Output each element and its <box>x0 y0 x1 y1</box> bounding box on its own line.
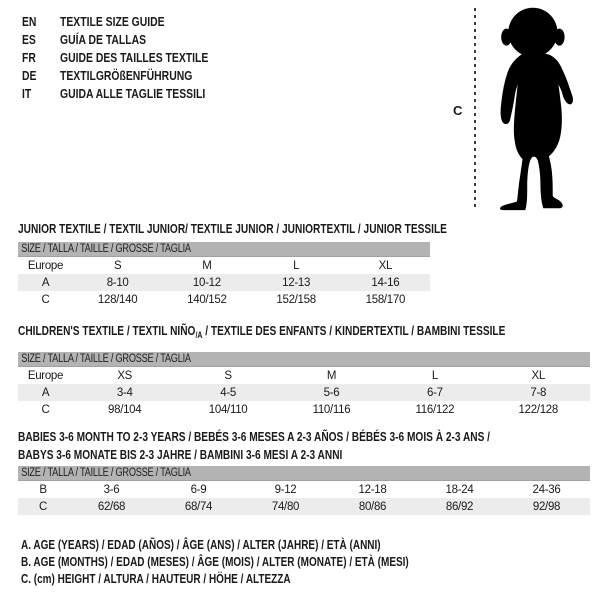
size-cell: XL <box>378 259 393 272</box>
lang-code: FR <box>22 50 36 65</box>
lang-row-fr <box>22 49 245 67</box>
table-row <box>18 384 590 401</box>
size-header-label: SIZE / TALLA / TAILLE / GRÖSSE / TAGLIA <box>21 243 191 255</box>
table-row <box>18 401 590 418</box>
lang-code: ES <box>22 32 36 47</box>
lang-row-it <box>22 85 245 103</box>
junior-table-title: JUNIOR TEXTILE / TEXTIL JUNIOR/ TEXTILE JUNIOR / JUNIORTEXTIL / JUNIOR TESSILE <box>18 221 447 236</box>
value-cell: 12-13 <box>252 274 341 291</box>
lang-row-en <box>22 13 245 31</box>
size-cell: XL <box>531 369 546 382</box>
value-cell: 74/80 <box>242 498 329 515</box>
title-text: / TEXTILE DES ENFANTS / KINDERTEXTIL / BAMBINI TESSILE <box>202 323 506 338</box>
toddler-silhouette-icon <box>482 4 580 212</box>
table-row <box>18 257 430 275</box>
value-cell: 158/170 <box>365 293 406 306</box>
row-label: C <box>41 403 50 416</box>
value-cell: 3-4 <box>73 384 176 401</box>
value-cell: 7-8 <box>487 384 590 401</box>
value-cell: 62/68 <box>68 498 155 515</box>
value-cell: 6-7 <box>383 384 486 401</box>
lang-label: GUIDE DES TAILLES TEXTILE <box>60 50 209 65</box>
row-label: C <box>41 293 50 306</box>
lang-label: TEXTILE SIZE GUIDE <box>60 14 165 29</box>
lang-row-es <box>22 31 245 49</box>
size-cell: L <box>293 259 300 272</box>
title-text: CHILDREN'S TEXTILE / TEXTIL NIÑO <box>18 323 196 338</box>
size-cell: M <box>202 259 212 272</box>
measurement-legend <box>21 537 506 588</box>
size-header-label: SIZE / TALLA / TAILLE / GRÖSSE / TAGLIA <box>21 467 191 479</box>
lang-code: DE <box>22 68 37 83</box>
row-label: Europe <box>27 259 64 272</box>
legend-line-a: A. AGE (YEARS) / EDAD (AÑOS) / ÂGE (ANS) / ALTER (JAHRE) / ETÀ (ANNI) <box>21 538 381 552</box>
title-subscript: /A <box>195 330 203 340</box>
value-cell: 68/74 <box>155 498 242 515</box>
size-cell: XS <box>117 369 133 382</box>
size-cell: S <box>113 259 122 272</box>
value-cell: 128/140 <box>97 293 138 306</box>
value-cell: 104/110 <box>208 403 248 416</box>
value-cell: 92/98 <box>503 498 590 515</box>
lang-label: TEXTILGRÖßENFÜHRUNG <box>60 68 193 83</box>
value-cell: 3-6 <box>103 483 120 496</box>
value-cell: 110/116 <box>312 403 351 416</box>
value-cell: 122/128 <box>518 403 559 416</box>
legend-line-c: C. (cm) HEIGHT / ALTURA / HAUTEUR / HÖHE / ALTEZZA <box>21 572 291 586</box>
value-cell: 9-12 <box>274 483 297 496</box>
table-row <box>18 274 430 291</box>
value-cell: 86/92 <box>416 498 503 515</box>
row-label: C <box>18 498 68 515</box>
value-cell: 116/122 <box>415 403 455 416</box>
value-cell: 140/152 <box>187 293 227 306</box>
value-cell: 8-10 <box>73 274 162 291</box>
table-row <box>18 498 590 515</box>
size-cell: M <box>326 369 337 382</box>
size-header-label: SIZE / TALLA / TAILLE / GRÖSSE / TAGLIA <box>21 353 191 365</box>
value-cell: 80/86 <box>329 498 416 515</box>
value-cell: 6-9 <box>190 483 207 496</box>
height-measure-label: C <box>453 103 463 118</box>
babies-table-title-line2: BABYS 3-6 MONATE BIS 2-3 JAHRE / BAMBINI 3-6 MESI A 2-3 ANNI <box>18 447 343 462</box>
children-table-title <box>18 323 505 340</box>
value-cell: 10-12 <box>162 274 251 291</box>
row-label: A <box>18 384 73 401</box>
value-cell: 24-36 <box>532 483 561 496</box>
size-header-row <box>18 466 590 481</box>
size-header-row <box>18 352 590 367</box>
table-row <box>18 367 590 385</box>
row-label: Europe <box>27 369 64 382</box>
size-header-row <box>18 242 430 257</box>
row-label: A <box>18 274 73 291</box>
row-label: B <box>39 483 47 496</box>
lang-code: EN <box>22 14 37 29</box>
size-cell: L <box>431 369 438 382</box>
value-cell: 18-24 <box>445 483 474 496</box>
value-cell: 4-5 <box>176 384 279 401</box>
value-cell: 98/104 <box>108 403 142 416</box>
babies-table-title-line1: BABIES 3-6 MONTH TO 2-3 YEARS / BEBÉS 3-6 MESES A 2-3 AÑOS / BÉBÉS 3-6 MOIS À 2-3 ANS / <box>18 429 490 444</box>
value-cell: 12-18 <box>358 483 387 496</box>
size-cell: S <box>224 369 232 382</box>
value-cell: 14-16 <box>341 274 430 291</box>
lang-label: GUÍA DE TALLAS <box>60 32 147 47</box>
lang-code: IT <box>22 86 32 101</box>
junior-size-table <box>18 242 430 308</box>
table-row <box>18 291 430 308</box>
table-row <box>18 481 590 499</box>
children-size-table <box>18 352 590 418</box>
value-cell: 5-6 <box>280 384 383 401</box>
lang-label: GUIDA ALLE TAGLIE TESSILI <box>60 86 206 101</box>
babies-size-table <box>18 466 590 515</box>
height-measure-dashed-line <box>474 8 476 208</box>
value-cell: 152/158 <box>276 293 316 306</box>
language-list <box>22 13 245 103</box>
legend-line-b: B. AGE (MONTHS) / EDAD (MESES) / ÂGE (MOIS) / ALTER (MONATE) / ETÀ (MESI) <box>21 555 409 569</box>
lang-row-de <box>22 67 245 85</box>
